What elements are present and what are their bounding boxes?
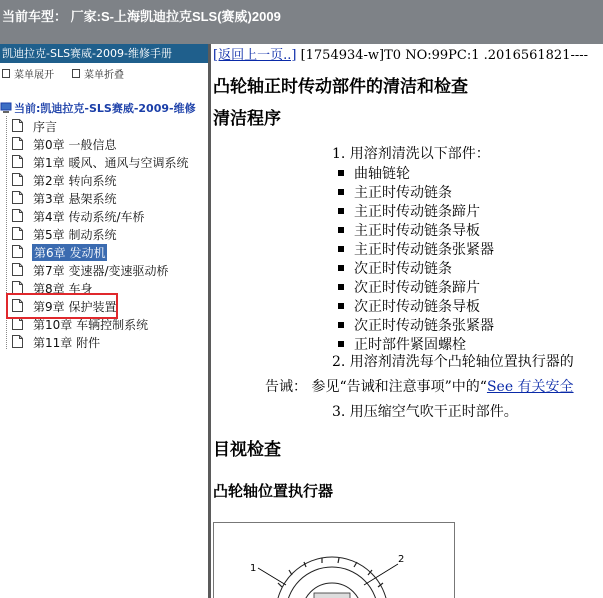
cleaning-part-item: 曲轴链轮 <box>354 163 410 183</box>
camshaft-actuator-figure <box>213 522 455 598</box>
document-icon <box>12 155 23 168</box>
tree-item-label: 第10章 车辆控制系统 <box>33 318 149 332</box>
tree-item-chapter[interactable] <box>12 243 208 260</box>
tree-item-chapter[interactable] <box>12 189 208 206</box>
actuator-illustration <box>214 523 454 598</box>
tree-item-label: 第3章 悬架系统 <box>33 192 117 206</box>
tree-item-chapter[interactable] <box>12 333 208 350</box>
callout-2: 2 <box>398 554 405 565</box>
vehicle-label: 当前车型： 厂家:S-上海凯迪拉克SLS(赛威)2009 <box>2 9 281 24</box>
document-icon <box>12 137 23 150</box>
cleaning-part-item: 次正时传动链条张紧器 <box>354 315 494 335</box>
tree-item-label: 第2章 转向系统 <box>33 174 117 188</box>
tree-item-chapter[interactable] <box>12 225 208 242</box>
tree-root[interactable] <box>0 100 208 116</box>
computer-icon <box>0 102 12 114</box>
tree-item-label: 第8章 车身 <box>33 282 93 296</box>
caution-text: 参见“告诫和注意事项”中的“ <box>311 379 487 395</box>
document-icon <box>12 227 23 240</box>
cleaning-part-item: 次正时传动链条蹄片 <box>354 277 480 297</box>
expand-menu-button[interactable] <box>2 66 54 81</box>
step-1: 1. 用溶剂清洗以下部件： <box>332 146 490 162</box>
tree-item-label: 第9章 保护装置 <box>33 300 117 314</box>
navigation-panel <box>0 44 208 598</box>
collapse-icon <box>72 69 80 78</box>
cleaning-part-item: 次正时传动链条导板 <box>354 296 480 316</box>
tree-item-label: 第6章 发动机 <box>34 246 106 260</box>
document-icon <box>12 335 23 348</box>
step-2: 2. 用溶剂清洗每个凸轮轴位置执行器的 <box>332 354 574 370</box>
back-link[interactable]: [返回上一页..] <box>213 48 297 63</box>
collapse-menu-label: 菜单折叠 <box>84 70 124 81</box>
tree-item-label: 第1章 暖风、通风与空调系统 <box>33 156 189 170</box>
cleaning-part-item: 主正时传动链条 <box>354 182 452 202</box>
tree-item-label: 第11章 附件 <box>33 336 101 350</box>
title-bar <box>0 0 603 44</box>
cleaning-part-item: 主正时传动链条张紧器 <box>354 239 494 259</box>
document-icon <box>12 173 23 186</box>
tree-item-chapter[interactable] <box>12 171 208 188</box>
document-icon <box>12 263 23 276</box>
document-icon <box>12 209 23 222</box>
tree-item-label: 第7章 变速器/变速驱动桥 <box>33 264 169 278</box>
tree-item-label: 第0章 一般信息 <box>33 138 117 152</box>
expand-menu-label: 菜单展开 <box>14 70 54 81</box>
manual-title: 凯迪拉克-SLS赛威-2009-维修手册 <box>2 47 172 60</box>
callout-1: 1 <box>250 563 257 574</box>
step-3: 3. 用压缩空气吹干正时部件。 <box>332 404 518 420</box>
tree-item-chapter[interactable] <box>12 135 208 152</box>
caution-label: 告诫： <box>265 379 307 395</box>
menu-toolbar <box>0 66 208 82</box>
tree-root-label: 当前:凯迪拉克-SLS赛威-2009-维修 <box>14 102 196 115</box>
cleaning-part-item: 主正时传动链条导板 <box>354 220 480 240</box>
visual-inspection-heading: 目视检查 <box>213 440 281 460</box>
collapse-menu-button[interactable] <box>72 66 124 81</box>
cleaning-part-item: 主正时传动链条蹄片 <box>354 201 480 221</box>
breadcrumb <box>213 44 588 63</box>
document-content <box>211 44 603 598</box>
manual-header <box>0 44 208 63</box>
cleaning-part-item: 正时部件紧固螺栓 <box>354 334 466 354</box>
tree-item-label: 第5章 制动系统 <box>33 228 117 242</box>
tree-item-chapter[interactable] <box>12 261 208 278</box>
cleaning-procedure-heading: 清洁程序 <box>213 109 281 129</box>
tree-item-chapter[interactable] <box>12 117 208 134</box>
page-title: 凸轮轴正时传动部件的清洁和检查 <box>213 77 468 97</box>
document-icon <box>12 191 23 204</box>
caution-notice <box>265 376 574 396</box>
safety-link[interactable]: See 有关安全 <box>486 379 574 395</box>
tree-item-chapter[interactable] <box>12 153 208 170</box>
document-icon <box>12 245 23 258</box>
tree-item-label: 序言 <box>33 120 58 134</box>
camshaft-actuator-heading: 凸轮轴位置执行器 <box>213 482 334 500</box>
tree-item-chapter[interactable] <box>12 207 208 224</box>
cleaning-part-item: 次正时传动链条 <box>354 258 452 278</box>
document-reference: [1754934-w]T0 NO:99PC:1 .2016561821---- <box>300 48 589 63</box>
document-icon <box>12 119 23 132</box>
tree-item-label: 第4章 传动系统/车桥 <box>33 210 145 224</box>
expand-icon <box>2 69 10 78</box>
selection-highlight-box <box>6 293 118 319</box>
